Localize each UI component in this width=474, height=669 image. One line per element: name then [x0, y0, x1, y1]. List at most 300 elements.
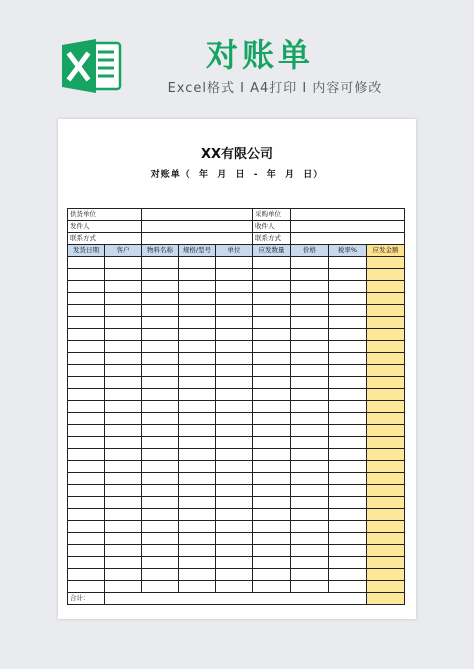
- table-cell[interactable]: [329, 533, 367, 545]
- table-row: [68, 305, 405, 317]
- table-cell[interactable]: [68, 365, 105, 377]
- table-cell[interactable]: [142, 569, 179, 581]
- table-cell[interactable]: [367, 581, 405, 593]
- contact-label: 联系方式: [68, 233, 142, 245]
- table-cell[interactable]: [68, 329, 105, 341]
- table-cell[interactable]: [291, 281, 329, 293]
- table-cell[interactable]: [329, 569, 367, 581]
- table-cell[interactable]: [68, 497, 105, 509]
- purchaser-value-cell[interactable]: [291, 209, 405, 221]
- table-cell[interactable]: [367, 377, 405, 389]
- table-cell[interactable]: [253, 353, 291, 365]
- table-cell[interactable]: [68, 293, 105, 305]
- table-cell[interactable]: [105, 569, 142, 581]
- table-cell[interactable]: [68, 485, 105, 497]
- table-cell[interactable]: [68, 533, 105, 545]
- table-cell[interactable]: [142, 293, 179, 305]
- table-cell[interactable]: [329, 341, 367, 353]
- table-cell[interactable]: [253, 473, 291, 485]
- table-cell[interactable]: [142, 473, 179, 485]
- table-cell[interactable]: [253, 413, 291, 425]
- table-cell[interactable]: [179, 365, 216, 377]
- table-cell[interactable]: [142, 485, 179, 497]
- table-cell[interactable]: [329, 437, 367, 449]
- table-cell[interactable]: [367, 521, 405, 533]
- table-cell[interactable]: [367, 413, 405, 425]
- table-cell[interactable]: [367, 389, 405, 401]
- table-cell[interactable]: [367, 353, 405, 365]
- table-cell[interactable]: [291, 581, 329, 593]
- table-cell[interactable]: [367, 329, 405, 341]
- table-row: [68, 377, 405, 389]
- statement-table: [67, 208, 405, 605]
- table-cell[interactable]: [291, 497, 329, 509]
- table-cell[interactable]: [367, 533, 405, 545]
- table-cell[interactable]: [291, 329, 329, 341]
- table-cell[interactable]: [329, 557, 367, 569]
- table-cell[interactable]: [105, 425, 142, 437]
- table-cell[interactable]: [142, 389, 179, 401]
- table-cell[interactable]: [105, 305, 142, 317]
- supplier-label: 供货单位: [68, 209, 142, 221]
- table-cell[interactable]: [291, 521, 329, 533]
- table-cell[interactable]: [105, 317, 142, 329]
- excel-icon: [60, 35, 122, 97]
- table-cell[interactable]: [367, 485, 405, 497]
- table-cell[interactable]: [367, 449, 405, 461]
- table-cell[interactable]: [179, 377, 216, 389]
- table-cell[interactable]: [216, 269, 253, 281]
- table-cell[interactable]: [68, 401, 105, 413]
- table-row: [68, 329, 405, 341]
- document-page: [58, 119, 416, 619]
- table-cell[interactable]: [105, 365, 142, 377]
- table-cell[interactable]: [253, 293, 291, 305]
- table-cell[interactable]: [142, 413, 179, 425]
- table-cell[interactable]: [329, 329, 367, 341]
- table-cell[interactable]: [68, 557, 105, 569]
- table-cell[interactable]: [367, 461, 405, 473]
- table-cell[interactable]: [216, 521, 253, 533]
- table-cell[interactable]: [216, 377, 253, 389]
- table-cell[interactable]: [105, 413, 142, 425]
- table-cell[interactable]: [216, 449, 253, 461]
- table-cell[interactable]: [291, 425, 329, 437]
- table-cell[interactable]: [68, 449, 105, 461]
- table-cell[interactable]: [216, 329, 253, 341]
- table-cell[interactable]: [216, 389, 253, 401]
- table-cell[interactable]: [367, 473, 405, 485]
- table-cell[interactable]: [105, 509, 142, 521]
- table-row: [68, 341, 405, 353]
- table-cell[interactable]: [253, 569, 291, 581]
- table-cell[interactable]: [367, 281, 405, 293]
- table-cell[interactable]: [179, 257, 216, 269]
- total-value-cell[interactable]: [105, 593, 367, 605]
- table-cell[interactable]: [179, 413, 216, 425]
- table-cell[interactable]: [105, 377, 142, 389]
- table-cell[interactable]: [68, 257, 105, 269]
- table-cell[interactable]: [253, 365, 291, 377]
- table-cell[interactable]: [291, 509, 329, 521]
- table-cell[interactable]: [179, 533, 216, 545]
- table-cell[interactable]: [142, 401, 179, 413]
- table-cell[interactable]: [329, 305, 367, 317]
- table-cell[interactable]: [216, 497, 253, 509]
- table-cell[interactable]: [253, 449, 291, 461]
- table-cell[interactable]: [142, 509, 179, 521]
- table-cell[interactable]: [105, 281, 142, 293]
- column-header: 规格/型号: [179, 245, 216, 257]
- table-cell[interactable]: [291, 437, 329, 449]
- table-cell[interactable]: [105, 353, 142, 365]
- table-cell[interactable]: [105, 293, 142, 305]
- table-cell[interactable]: [216, 413, 253, 425]
- table-cell[interactable]: [329, 545, 367, 557]
- table-cell[interactable]: [68, 269, 105, 281]
- table-cell[interactable]: [329, 353, 367, 365]
- table-cell[interactable]: [216, 545, 253, 557]
- table-cell[interactable]: [253, 257, 291, 269]
- table-cell[interactable]: [329, 413, 367, 425]
- table-cell[interactable]: [105, 449, 142, 461]
- column-header: 应发金额: [367, 245, 405, 257]
- table-cell[interactable]: [68, 461, 105, 473]
- table-cell[interactable]: [329, 401, 367, 413]
- table-cell[interactable]: [329, 377, 367, 389]
- table-cell[interactable]: [179, 569, 216, 581]
- table-cell[interactable]: [179, 485, 216, 497]
- table-cell[interactable]: [142, 521, 179, 533]
- table-cell[interactable]: [367, 401, 405, 413]
- table-cell[interactable]: [291, 461, 329, 473]
- table-cell[interactable]: [68, 569, 105, 581]
- table-cell[interactable]: [179, 353, 216, 365]
- table-cell[interactable]: [291, 269, 329, 281]
- table-cell[interactable]: [105, 437, 142, 449]
- table-cell[interactable]: [329, 449, 367, 461]
- column-header: 税率%: [329, 245, 367, 257]
- table-cell[interactable]: [253, 581, 291, 593]
- table-cell[interactable]: [329, 497, 367, 509]
- table-cell[interactable]: [142, 365, 179, 377]
- table-cell[interactable]: [216, 293, 253, 305]
- table-cell[interactable]: [216, 257, 253, 269]
- table-row: [68, 317, 405, 329]
- table-cell[interactable]: [329, 317, 367, 329]
- table-cell[interactable]: [142, 377, 179, 389]
- table-cell[interactable]: [367, 305, 405, 317]
- info-row-2: [68, 221, 405, 233]
- table-cell[interactable]: [367, 569, 405, 581]
- table-cell[interactable]: [367, 293, 405, 305]
- table-cell[interactable]: [142, 557, 179, 569]
- table-cell[interactable]: [216, 341, 253, 353]
- table-cell[interactable]: [329, 509, 367, 521]
- table-cell[interactable]: [253, 461, 291, 473]
- table-row: [68, 401, 405, 413]
- table-cell[interactable]: [179, 521, 216, 533]
- receiver-value-cell[interactable]: [291, 221, 405, 233]
- table-cell[interactable]: [179, 401, 216, 413]
- table-cell[interactable]: [179, 497, 216, 509]
- table-cell[interactable]: [142, 497, 179, 509]
- table-cell[interactable]: [179, 305, 216, 317]
- table-cell[interactable]: [105, 257, 142, 269]
- table-cell[interactable]: [329, 581, 367, 593]
- supplier-value-cell[interactable]: [142, 209, 253, 221]
- total-label: 合计：: [68, 593, 105, 605]
- banner-title: 对账单: [205, 36, 314, 74]
- table-cell[interactable]: [329, 473, 367, 485]
- table-cell[interactable]: [367, 257, 405, 269]
- table-cell[interactable]: [142, 305, 179, 317]
- table-cell[interactable]: [216, 569, 253, 581]
- table-cell[interactable]: [105, 533, 142, 545]
- table-cell[interactable]: [216, 281, 253, 293]
- table-cell[interactable]: [142, 425, 179, 437]
- table-cell[interactable]: [68, 377, 105, 389]
- table-cell[interactable]: [68, 509, 105, 521]
- table-cell[interactable]: [216, 557, 253, 569]
- table-cell[interactable]: [291, 413, 329, 425]
- table-cell[interactable]: [105, 521, 142, 533]
- table-cell[interactable]: [216, 305, 253, 317]
- table-cell[interactable]: [105, 329, 142, 341]
- table-cell[interactable]: [105, 557, 142, 569]
- table-cell[interactable]: [253, 389, 291, 401]
- contact2-label: 联系方式: [253, 233, 291, 245]
- table-cell[interactable]: [291, 257, 329, 269]
- table-cell[interactable]: [179, 461, 216, 473]
- table-cell[interactable]: [105, 401, 142, 413]
- table-cell[interactable]: [367, 317, 405, 329]
- table-cell[interactable]: [179, 269, 216, 281]
- table-cell[interactable]: [291, 533, 329, 545]
- table-cell[interactable]: [142, 317, 179, 329]
- table-cell[interactable]: [291, 569, 329, 581]
- table-cell[interactable]: [179, 281, 216, 293]
- table-cell[interactable]: [216, 581, 253, 593]
- table-cell[interactable]: [68, 473, 105, 485]
- table-row: [68, 569, 405, 581]
- table-cell[interactable]: [216, 425, 253, 437]
- table-row: [68, 461, 405, 473]
- table-row: [68, 293, 405, 305]
- info-row-1: [68, 209, 405, 221]
- table-cell[interactable]: [253, 305, 291, 317]
- table-cell[interactable]: [329, 281, 367, 293]
- table-cell[interactable]: [367, 557, 405, 569]
- table-cell[interactable]: [253, 521, 291, 533]
- table-cell[interactable]: [253, 377, 291, 389]
- table-row: [68, 449, 405, 461]
- table-cell[interactable]: [253, 509, 291, 521]
- table-cell[interactable]: [105, 389, 142, 401]
- table-cell[interactable]: [253, 485, 291, 497]
- table-cell[interactable]: [291, 293, 329, 305]
- table-cell[interactable]: [253, 497, 291, 509]
- table-cell[interactable]: [105, 473, 142, 485]
- table-cell[interactable]: [253, 401, 291, 413]
- table-cell[interactable]: [68, 521, 105, 533]
- table-cell[interactable]: [105, 461, 142, 473]
- table-cell[interactable]: [142, 461, 179, 473]
- table-cell[interactable]: [329, 485, 367, 497]
- table-cell[interactable]: [291, 449, 329, 461]
- table-cell[interactable]: [105, 485, 142, 497]
- table-cell[interactable]: [291, 317, 329, 329]
- table-cell[interactable]: [142, 281, 179, 293]
- template-banner: [0, 0, 474, 112]
- table-row: [68, 473, 405, 485]
- table-cell[interactable]: [142, 533, 179, 545]
- table-cell[interactable]: [142, 257, 179, 269]
- table-cell[interactable]: [179, 473, 216, 485]
- company-title: XX有限公司: [200, 147, 274, 162]
- table-cell[interactable]: [105, 497, 142, 509]
- table-cell[interactable]: [253, 533, 291, 545]
- table-row: [68, 389, 405, 401]
- table-cell[interactable]: [216, 353, 253, 365]
- table-cell[interactable]: [179, 293, 216, 305]
- table-cell[interactable]: [367, 437, 405, 449]
- table-cell[interactable]: [68, 425, 105, 437]
- table-cell[interactable]: [68, 305, 105, 317]
- table-cell[interactable]: [142, 269, 179, 281]
- sender-label: 发件人: [68, 221, 142, 233]
- table-cell[interactable]: [253, 545, 291, 557]
- table-cell[interactable]: [367, 365, 405, 377]
- column-header: 客户: [105, 245, 142, 257]
- table-cell[interactable]: [142, 341, 179, 353]
- table-cell[interactable]: [216, 365, 253, 377]
- table-cell[interactable]: [142, 329, 179, 341]
- table-cell[interactable]: [367, 269, 405, 281]
- table-cell[interactable]: [179, 437, 216, 449]
- table-cell[interactable]: [329, 521, 367, 533]
- table-cell[interactable]: [68, 545, 105, 557]
- table-cell[interactable]: [329, 257, 367, 269]
- table-cell[interactable]: [367, 341, 405, 353]
- table-cell[interactable]: [291, 353, 329, 365]
- column-header: 发货日期: [68, 245, 105, 257]
- table-cell[interactable]: [179, 545, 216, 557]
- table-cell[interactable]: [179, 425, 216, 437]
- table-cell[interactable]: [216, 401, 253, 413]
- table-cell[interactable]: [253, 437, 291, 449]
- table-cell[interactable]: [291, 485, 329, 497]
- contact2-value-cell[interactable]: [291, 233, 405, 245]
- table-cell[interactable]: [179, 449, 216, 461]
- table-cell[interactable]: [68, 581, 105, 593]
- table-cell[interactable]: [291, 545, 329, 557]
- table-cell[interactable]: [179, 317, 216, 329]
- table-cell[interactable]: [329, 365, 367, 377]
- table-cell[interactable]: [105, 581, 142, 593]
- table-cell[interactable]: [253, 269, 291, 281]
- table-cell[interactable]: [105, 269, 142, 281]
- table-cell[interactable]: [216, 317, 253, 329]
- table-cell[interactable]: [291, 389, 329, 401]
- table-cell[interactable]: [142, 449, 179, 461]
- table-cell[interactable]: [329, 293, 367, 305]
- table-cell[interactable]: [68, 341, 105, 353]
- table-cell[interactable]: [367, 545, 405, 557]
- table-cell[interactable]: [216, 509, 253, 521]
- table-cell[interactable]: [179, 581, 216, 593]
- table-cell[interactable]: [179, 329, 216, 341]
- table-cell[interactable]: [367, 509, 405, 521]
- table-cell[interactable]: [253, 557, 291, 569]
- table-cell[interactable]: [329, 461, 367, 473]
- total-row: [68, 593, 405, 605]
- table-cell[interactable]: [253, 281, 291, 293]
- column-header: 价格: [291, 245, 329, 257]
- table-cell[interactable]: [291, 365, 329, 377]
- table-cell[interactable]: [291, 401, 329, 413]
- table-cell[interactable]: [253, 329, 291, 341]
- table-cell[interactable]: [367, 497, 405, 509]
- table-cell[interactable]: [329, 269, 367, 281]
- table-cell[interactable]: [216, 461, 253, 473]
- total-amount-cell[interactable]: [367, 593, 405, 605]
- table-cell[interactable]: [216, 437, 253, 449]
- table-row: [68, 485, 405, 497]
- table-cell[interactable]: [329, 389, 367, 401]
- table-cell[interactable]: [68, 389, 105, 401]
- table-cell[interactable]: [179, 509, 216, 521]
- column-header: 应发数量: [253, 245, 291, 257]
- table-cell[interactable]: [291, 341, 329, 353]
- table-cell[interactable]: [68, 317, 105, 329]
- sender-value-cell[interactable]: [142, 221, 253, 233]
- receiver-label: 收件人: [253, 221, 291, 233]
- table-row: [68, 425, 405, 437]
- table-cell[interactable]: [179, 557, 216, 569]
- table-cell[interactable]: [329, 425, 367, 437]
- table-cell[interactable]: [105, 545, 142, 557]
- table-cell[interactable]: [291, 557, 329, 569]
- table-cell[interactable]: [216, 485, 253, 497]
- table-cell[interactable]: [142, 353, 179, 365]
- table-cell[interactable]: [179, 341, 216, 353]
- table-cell[interactable]: [105, 341, 142, 353]
- table-cell[interactable]: [68, 281, 105, 293]
- table-row: [68, 365, 405, 377]
- table-cell[interactable]: [68, 353, 105, 365]
- table-cell[interactable]: [68, 413, 105, 425]
- table-row: [68, 581, 405, 593]
- table-cell[interactable]: [68, 437, 105, 449]
- table-cell[interactable]: [253, 317, 291, 329]
- column-header-row: [68, 245, 405, 257]
- table-cell[interactable]: [291, 377, 329, 389]
- table-cell[interactable]: [216, 533, 253, 545]
- table-cell[interactable]: [367, 425, 405, 437]
- table-cell[interactable]: [142, 581, 179, 593]
- table-cell[interactable]: [253, 425, 291, 437]
- table-cell[interactable]: [216, 473, 253, 485]
- table-cell[interactable]: [291, 473, 329, 485]
- table-cell[interactable]: [179, 389, 216, 401]
- table-cell[interactable]: [142, 545, 179, 557]
- table-cell[interactable]: [142, 437, 179, 449]
- table-row: [68, 281, 405, 293]
- table-cell[interactable]: [253, 341, 291, 353]
- contact-value-cell[interactable]: [142, 233, 253, 245]
- table-cell[interactable]: [291, 305, 329, 317]
